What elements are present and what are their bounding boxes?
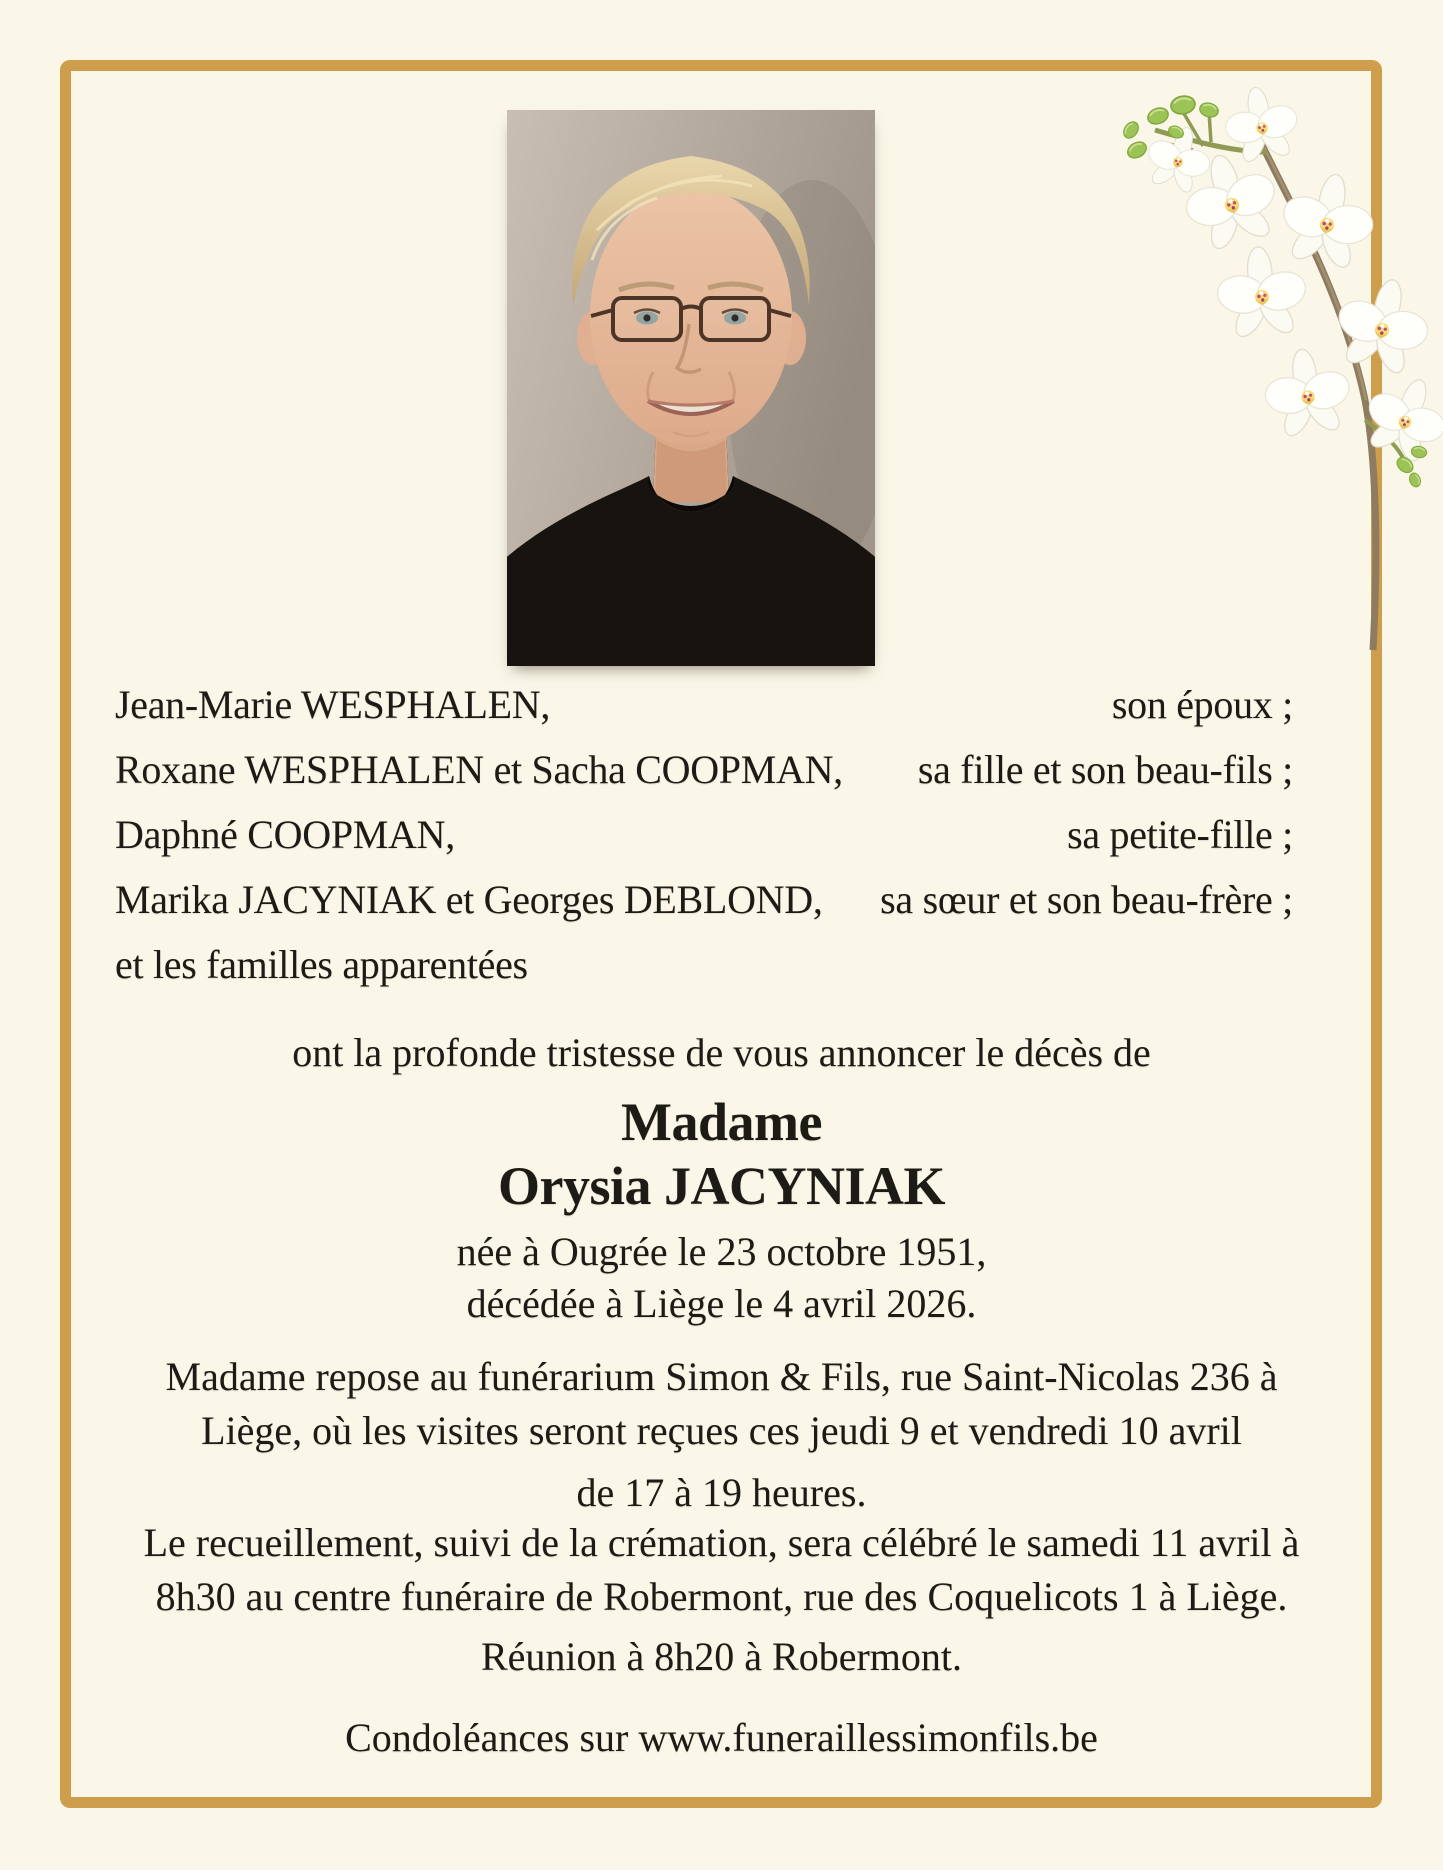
family-relation: sa fille et son beau-fils ;: [917, 747, 1293, 792]
family-row: [115, 672, 1293, 737]
death-line: décédée à Liège le 4 avril 2026.: [466, 1281, 977, 1326]
ceremony-line: 8h30 au centre funéraire de Robermont, rue des Coquelicots 1 à Liège.: [155, 1574, 1288, 1619]
visitation-line: Liège, où les visites seront reçues ces jeudi 9 et vendredi 10 avril: [201, 1408, 1242, 1453]
portrait-photo: [507, 110, 875, 666]
birth-line: née à Ougrée le 23 octobre 1951,: [456, 1229, 987, 1274]
family-row: [115, 737, 1293, 802]
life-dates: [72, 1226, 1371, 1330]
family-relation: sa sœur et son beau-frère ;: [880, 877, 1293, 922]
visitation-paragraph: [90, 1350, 1353, 1520]
reunion-line: Réunion à 8h20 à Robermont.: [480, 1634, 963, 1679]
family-name: Marika JACYNIAK et Georges DEBLOND,: [115, 877, 823, 922]
family-relation: son époux ;: [1111, 682, 1293, 727]
family-row: [115, 802, 1293, 867]
family-name: et les familles apparentées: [115, 942, 528, 987]
deceased-title-block: [72, 1090, 1371, 1218]
condolences-line: Condoléances sur www.funeraillessimonfils.be: [345, 1715, 1098, 1760]
deceased-honorific: Madame: [621, 1092, 822, 1152]
family-name: Roxane WESPHALEN et Sacha COOPMAN,: [115, 747, 843, 792]
family-list: [115, 672, 1293, 997]
announcement-line: ont la profonde tristesse de vous annoncer le décès de: [292, 1030, 1151, 1075]
orchid-branch-decoration: [1043, 0, 1443, 660]
ceremony-line: Le recueillement, suivi de la crémation, sera célébré le samedi 11 avril à: [143, 1520, 1300, 1565]
visitation-hours-line: de 17 à 19 heures.: [576, 1470, 867, 1515]
visitation-line: Madame repose au funérarium Simon & Fils, rue Saint-Nicolas 236 à: [165, 1354, 1278, 1399]
family-row: [115, 932, 1293, 997]
ceremony-paragraph: [90, 1516, 1353, 1684]
family-relation: sa petite-fille ;: [1067, 812, 1293, 857]
family-name: Jean-Marie WESPHALEN,: [115, 682, 551, 727]
deceased-name: Orysia JACYNIAK: [498, 1156, 945, 1216]
family-row: [115, 867, 1293, 932]
family-name: Daphné COOPMAN,: [115, 812, 455, 857]
